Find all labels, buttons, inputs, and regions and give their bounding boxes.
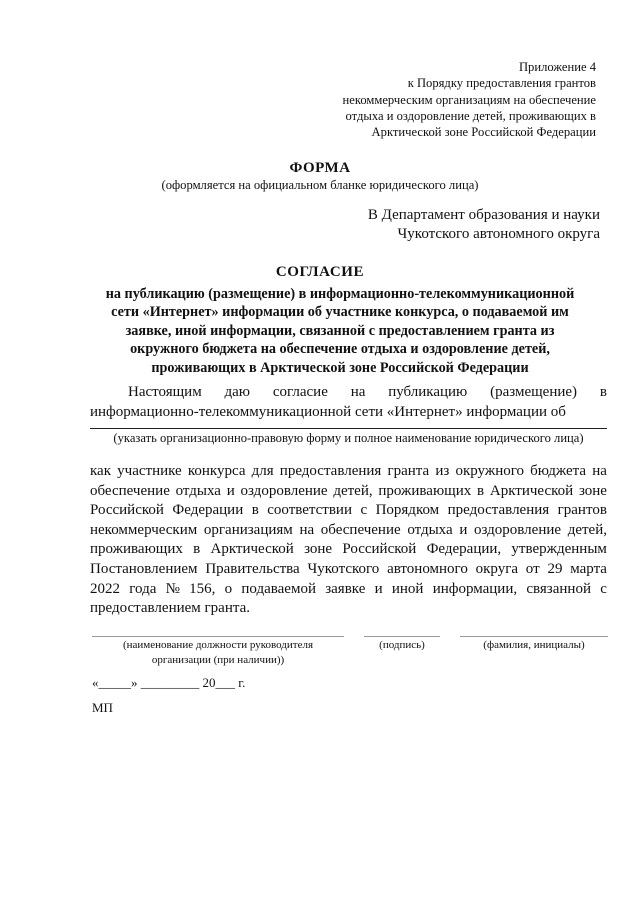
appendix-line: Арктической зоне Российской Федерации — [371, 125, 596, 140]
body-line — [90, 462, 607, 482]
body-word: конкурса — [187, 463, 246, 479]
body-word: отдыха — [407, 521, 453, 538]
addressee-line: Чукотского автономного округа — [397, 226, 600, 242]
body-word: Порядком — [375, 502, 440, 519]
body-word: зоне — [304, 541, 333, 558]
body-word: участнике — [117, 463, 182, 479]
body-word: информации, — [432, 580, 518, 597]
body-word: окружного — [455, 463, 524, 479]
consent-title: СОГЛАСИЕ — [275, 264, 365, 280]
position-caption-line: (наименование должности руководителя — [122, 639, 314, 651]
signature-line[interactable] — [364, 636, 440, 637]
body-word: от — [525, 560, 540, 577]
body-word: и — [374, 580, 383, 597]
body-word: предоставления — [447, 502, 550, 519]
body-word: в — [477, 482, 485, 499]
addressee-block — [368, 206, 600, 244]
body-word: 29 — [547, 560, 563, 577]
body-word: с — [360, 502, 368, 519]
body-word: года — [129, 580, 157, 597]
body-word: о — [224, 580, 233, 597]
body-word: предоставлением гранта. — [90, 600, 251, 617]
body-word: проживающих — [378, 482, 472, 499]
body-word: обеспечение — [90, 482, 170, 499]
body-word: оздоровление — [474, 521, 562, 538]
addressee-line: В Департамент образования и науки — [367, 207, 600, 223]
body-word: Арктической — [489, 482, 574, 499]
body-word: отдыха — [175, 482, 221, 499]
organization-name-field[interactable] — [90, 428, 607, 429]
consent-subtitle-line: окружного бюджета на обеспечение отдыха и оздоровление детей, — [130, 341, 550, 358]
body-word: на — [592, 463, 607, 479]
organization-name-caption: (указать организационно-правовую форму и полное наименование юридического лица) — [113, 431, 584, 445]
body-line — [90, 521, 607, 541]
body-word: Правительства — [205, 560, 300, 577]
body-word: оздоровление — [240, 482, 328, 499]
body-word: заявке — [325, 580, 366, 597]
body-word: для — [251, 463, 274, 479]
intro-word: согласие — [272, 384, 328, 400]
body-word: соответствии — [267, 502, 352, 519]
body-word: связанной — [526, 580, 591, 597]
intro-paragraph — [90, 382, 607, 422]
body-word: Арктической — [210, 541, 294, 558]
intro-word: даю — [224, 384, 251, 400]
intro-word: в — [599, 384, 607, 400]
body-line — [90, 501, 607, 521]
body-word: гранта — [387, 463, 430, 479]
body-word: грантов — [557, 502, 607, 519]
body-word: утвержденным — [511, 541, 607, 558]
body-word: проживающих — [90, 541, 183, 558]
body-word: № — [165, 580, 180, 597]
body-word: автономного — [387, 560, 468, 577]
body-word: в — [251, 502, 259, 519]
body-word: детей, — [333, 482, 373, 499]
intro-word: на — [350, 384, 366, 400]
stamp-placeholder: МП — [92, 700, 113, 715]
date-field[interactable]: «_____» _________ 20___ г. — [92, 675, 246, 690]
consent-subtitle-line: заявке, иной информации, связанной с предоставлением гранта из — [125, 322, 555, 339]
intro-word: публикацию — [388, 384, 468, 400]
body-word: некоммерческим — [90, 521, 198, 538]
body-word: обеспечение — [320, 521, 401, 538]
intro-word: Настоящим — [128, 384, 202, 400]
body-line — [90, 580, 607, 600]
intro-line-1 — [90, 382, 607, 402]
body-word: зоне — [578, 482, 607, 499]
intro-line-2: информационно-телекоммуникационной сети «Интернет» информации об — [90, 404, 566, 420]
body-word: 156, — [189, 580, 216, 597]
body-word: из — [435, 463, 450, 479]
intro-word: (размещение) — [490, 384, 578, 400]
consent-subtitle — [60, 285, 620, 377]
form-subtitle: (оформляется на официальном бланке юридического лица) — [161, 178, 479, 192]
form-title: ФОРМА — [289, 160, 351, 176]
body-line — [90, 599, 607, 619]
position-caption-line: организации (при наличии)) — [151, 654, 285, 666]
body-line — [90, 560, 607, 580]
appendix-header — [316, 59, 596, 140]
body-line — [90, 540, 607, 560]
consent-subtitle-line: на публикацию (размещение) в информационно-телекоммуникационной — [105, 286, 575, 302]
appendix-line: некоммерческим организациям на обеспечение — [342, 92, 596, 107]
body-line — [90, 482, 607, 502]
consent-subtitle-line: проживающих в Арктической зоне Российской Федерации — [151, 359, 529, 376]
body-word: бюджета — [530, 463, 587, 479]
body-word: и — [459, 521, 468, 538]
body-word: и — [226, 482, 235, 499]
body-word: на — [299, 521, 315, 538]
body-word: детей, — [567, 521, 607, 538]
appendix-line: к Порядку предоставления грантов — [407, 76, 596, 91]
body-word: Российской — [90, 502, 164, 519]
body-word: Российской — [342, 541, 417, 558]
body-word: Постановлением — [90, 560, 198, 577]
body-word: Чукотского — [307, 560, 380, 577]
body-word: иной — [391, 580, 424, 597]
body-word: с — [600, 580, 607, 597]
appendix-line: Приложение 4 — [518, 60, 596, 74]
body-word: в — [193, 541, 201, 558]
name-initials-line[interactable] — [460, 636, 608, 637]
body-word: 2022 — [90, 580, 120, 597]
position-caption — [92, 638, 344, 668]
body-word: Федерации, — [426, 541, 502, 558]
name-initials-caption: (фамилия, инициалы) — [483, 639, 585, 651]
body-word: как — [90, 463, 112, 479]
body-word: подаваемой — [241, 580, 316, 597]
body-word: Федерации — [172, 502, 244, 519]
body-word: предоставления — [279, 463, 382, 479]
signature-caption: (подпись) — [379, 639, 425, 651]
consent-body-paragraph — [90, 462, 607, 619]
body-word: марта — [570, 560, 607, 577]
consent-subtitle-line: сети «Интернет» информации об участнике конкурса, о подаваемой им — [111, 304, 569, 321]
body-word: округа — [475, 560, 519, 577]
appendix-line: отдыха и оздоровление детей, проживающих в — [345, 108, 596, 123]
body-word: организациям — [203, 521, 293, 538]
position-signature-line[interactable] — [92, 636, 344, 637]
